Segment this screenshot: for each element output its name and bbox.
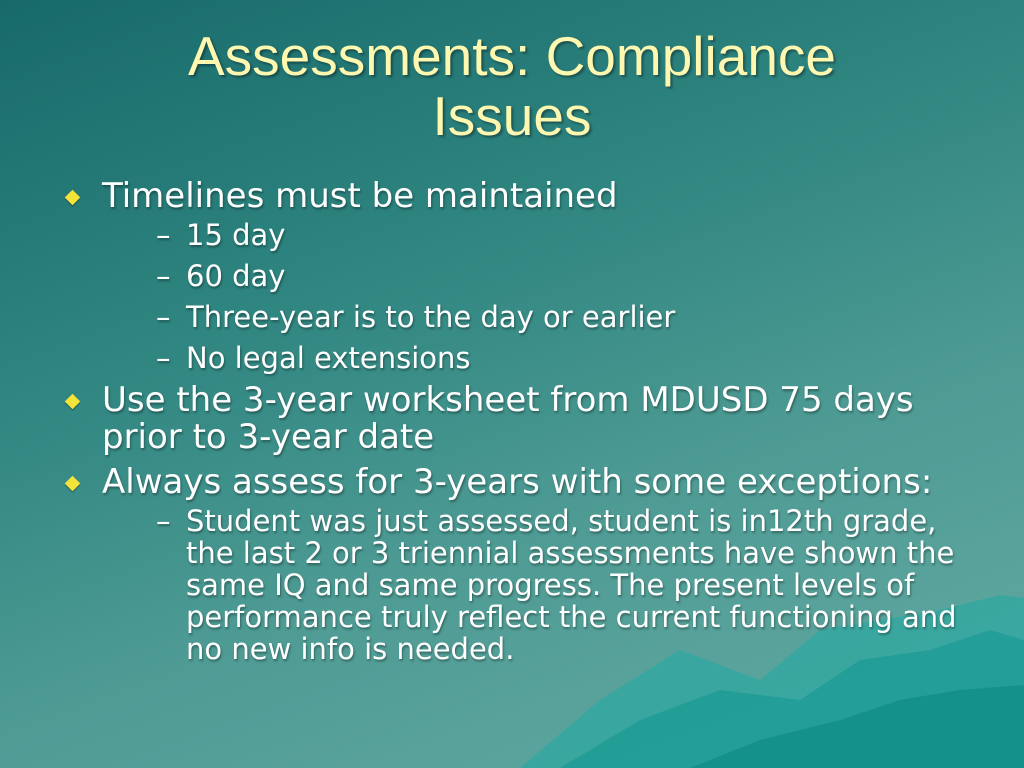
sub-item-text: No legal extensions — [186, 341, 471, 375]
diamond-bullet-icon — [65, 476, 81, 492]
slide-title — [0, 26, 1024, 146]
title-line-1: Assessments: Compliance — [187, 25, 837, 87]
bullet-text: Always assess for 3-years with some exceptions: — [102, 462, 933, 502]
bullet-item — [62, 382, 962, 456]
sub-item — [102, 219, 962, 251]
sub-item-text: Three-year is to the day or earlier — [186, 300, 676, 334]
title-line-2: Issues — [432, 85, 592, 147]
sub-item-text: 60 day — [186, 259, 286, 293]
dash-marker: – — [156, 218, 171, 252]
dash-marker: – — [156, 341, 171, 375]
sub-item — [102, 505, 962, 665]
sub-item — [102, 342, 962, 374]
sub-item-text: Student was just assessed, student is in12th grade, the last 2 or 3 triennial assessments have shown the same IQ and same progress. The present levels of performance truly reflect the current functioning and no new info is needed. — [186, 504, 957, 666]
sub-item — [102, 260, 962, 292]
dash-marker: – — [156, 300, 171, 334]
dash-marker: – — [156, 259, 171, 293]
diamond-bullet-icon — [65, 394, 81, 410]
sub-list — [102, 505, 962, 665]
bullet-text: Timelines must be maintained — [102, 176, 618, 216]
dash-marker: – — [156, 504, 171, 538]
diamond-bullet-icon — [65, 190, 81, 206]
sub-list — [102, 219, 962, 374]
bullet-item — [62, 464, 962, 665]
sub-item-text: 15 day — [186, 218, 286, 252]
slide-body — [62, 178, 962, 673]
bullet-text: Use the 3-year worksheet from MDUSD 75 days prior to 3-year date — [102, 380, 914, 457]
bullet-item — [62, 178, 962, 374]
sub-item — [102, 301, 962, 333]
